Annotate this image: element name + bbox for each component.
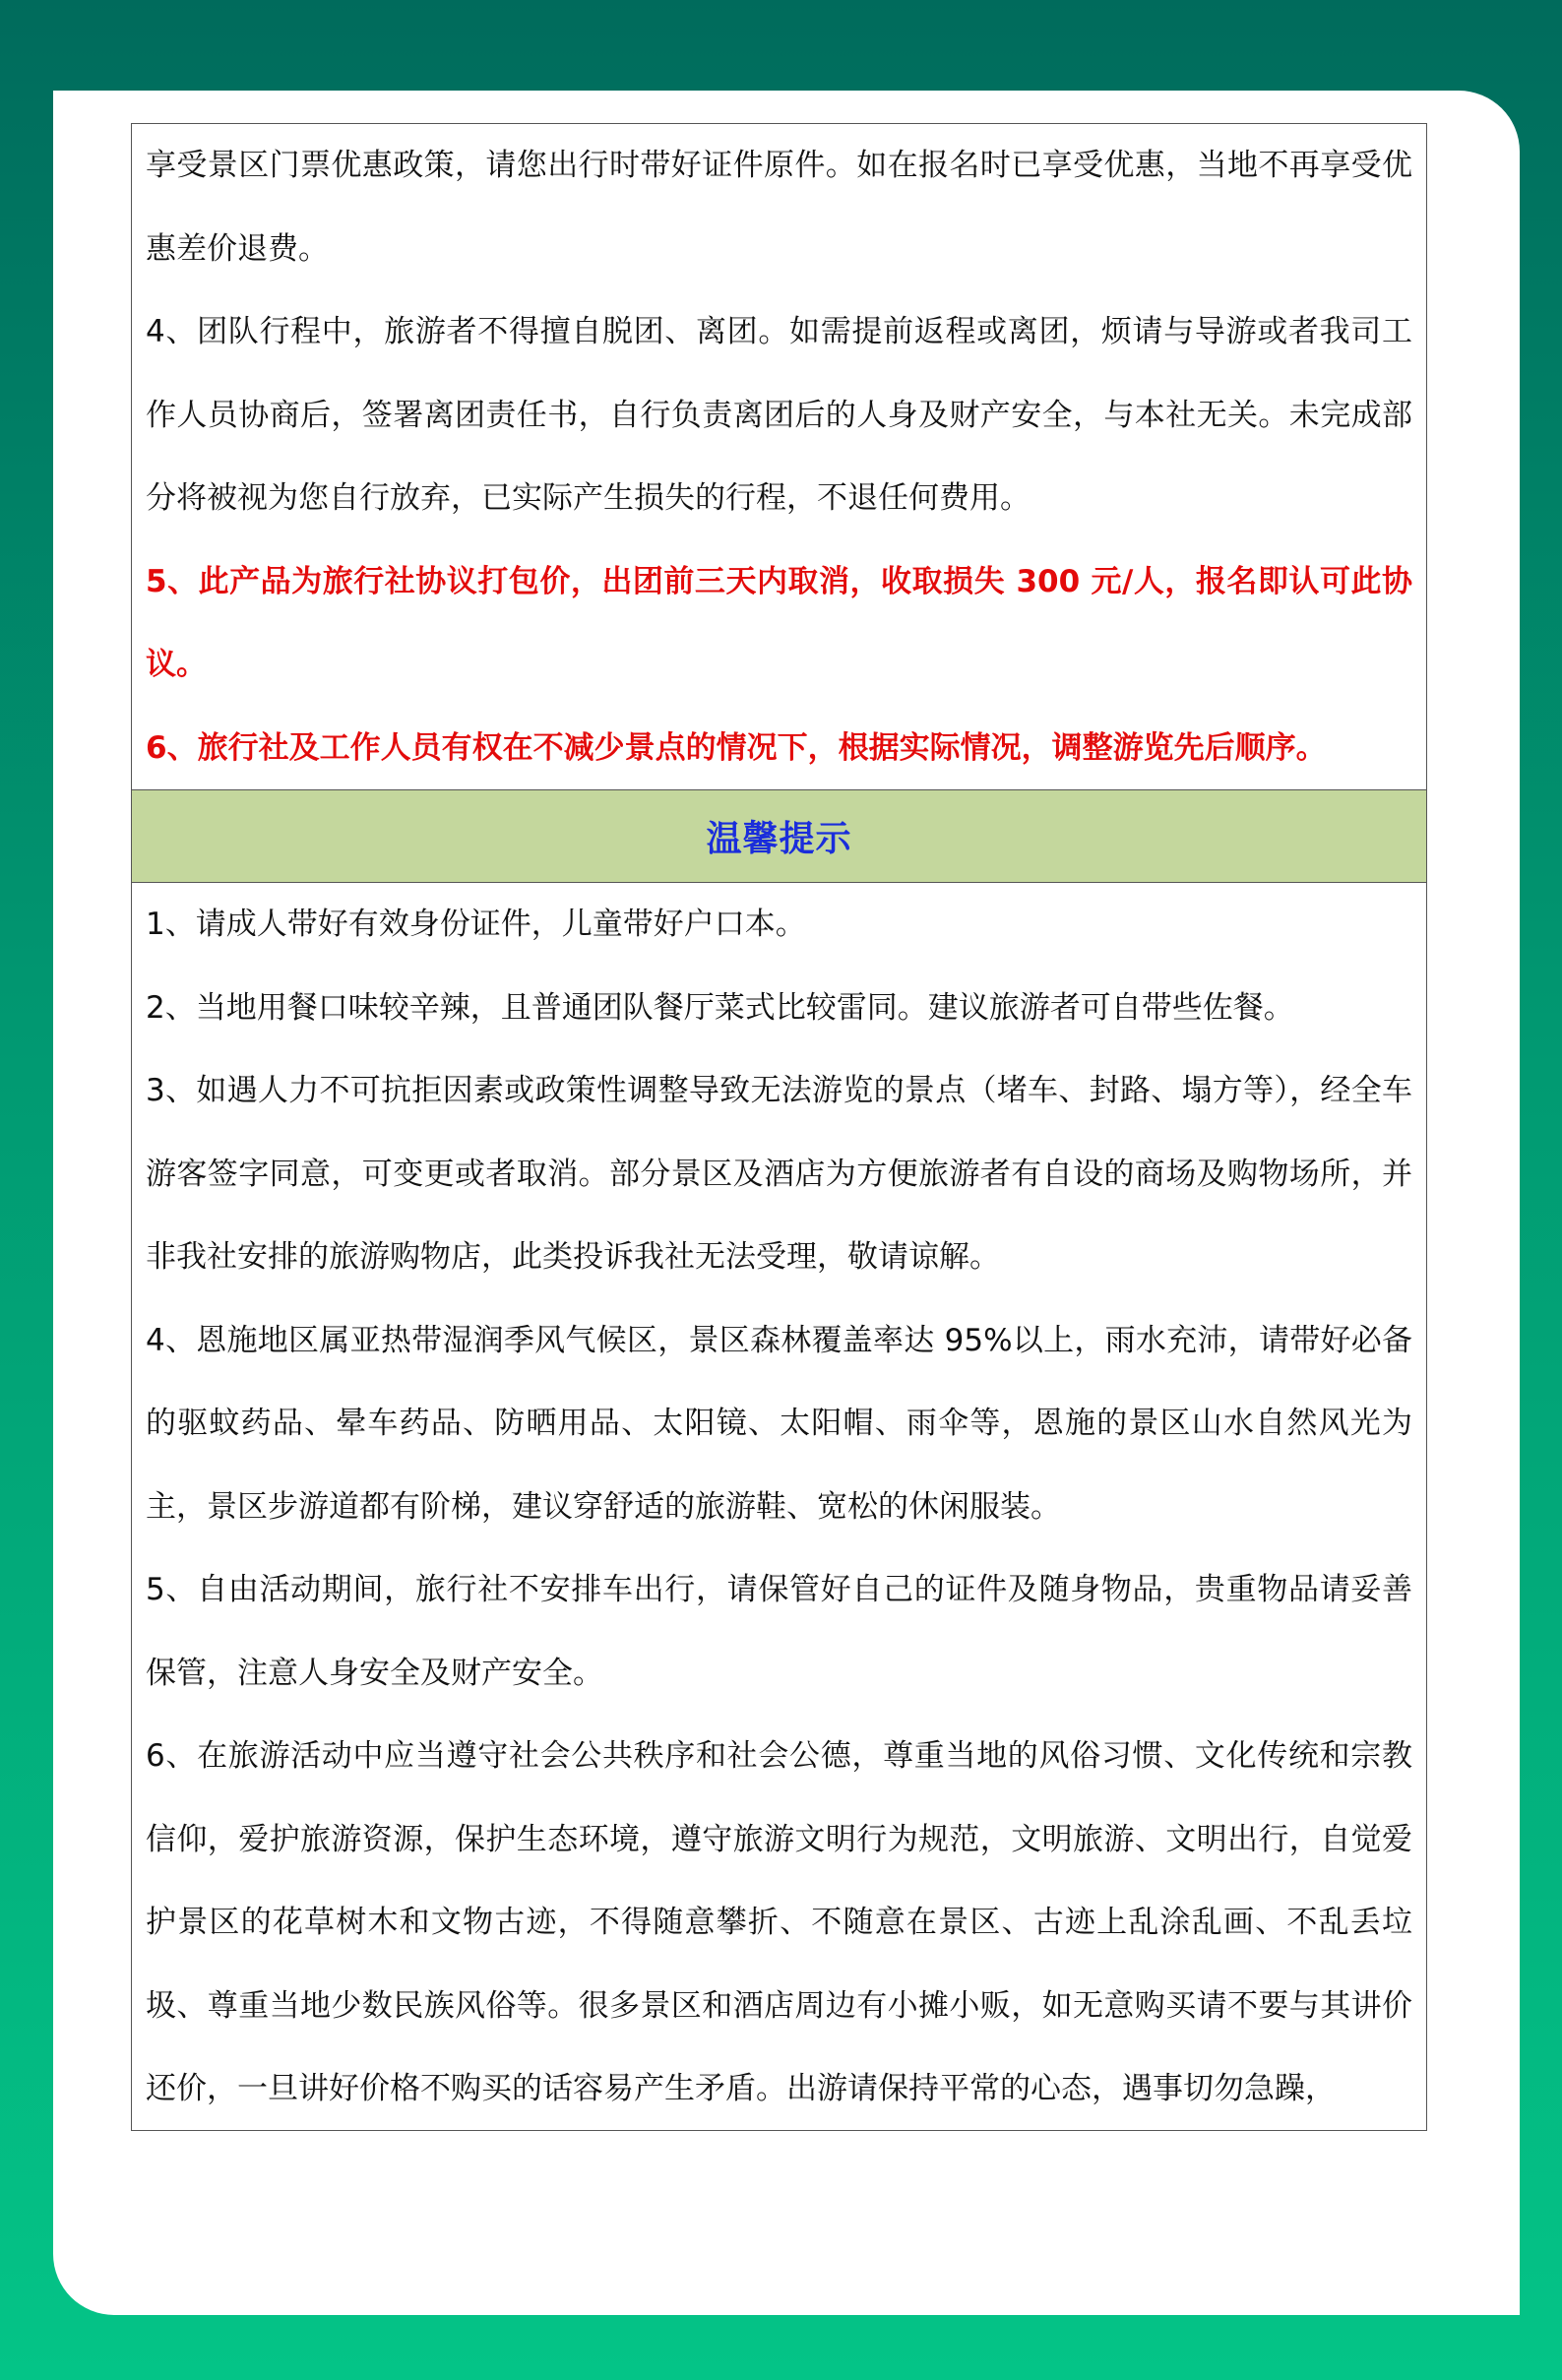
document-table (131, 123, 1427, 2131)
terms-paragraph-4-highlight: 6、旅行社及工作人员有权在不减少景点的情况下，根据实际情况，调整游览先后顺序。 (146, 729, 1327, 766)
terms-paragraph-2: 4、团队行程中，旅游者不得擅自脱团、离团。如需提前返程或离团，烦请与导游或者我司工作人员协商后，签署离团责任书，自行负责离团后的人身及财产安全，与本社无关。未完成部分将被视为您自行放弃，已实际产生损失的行程，不退任何费用。 (146, 314, 1412, 516)
terms-paragraph-3-highlight: 5、此产品为旅行社协议打包价，出团前三天内取消，收取损失 300 元/人，报名即认可此协议。 (146, 563, 1412, 682)
tips-section (132, 883, 1426, 2131)
tips-paragraph-6: 6、在旅游活动中应当遵守社会公共秩序和社会公德，尊重当地的风俗习惯、文化传统和宗教信仰，爱护旅游资源，保护生态环境，遵守旅游文明行为规范，文明旅游、文明出行，自觉爱护景区的花草树木和文物古迹，不得随意攀折、不随意在景区、古迹上乱涂乱画、不乱丢垃圾、尊重当地少数民族风俗等。很多景区和酒店周边有小摊小贩，如无意购买请不要与其讲价还价，一旦讲好价格不购买的话容易产生矛盾。出游请保持平常的心态，遇事切勿急躁， (146, 1738, 1412, 2106)
tips-paragraph-4: 4、恩施地区属亚热带湿润季风气候区，景区森林覆盖率达 95%以上，雨水充沛，请带好必备的驱蚊药品、晕车药品、防晒用品、太阳镜、太阳帽、雨伞等，恩施的景区山水自然风光为主，景区步游道都有阶梯，建议穿舒适的旅游鞋、宽松的休闲服装。 (146, 1322, 1412, 1525)
tips-paragraph-5: 5、自由活动期间，旅行社不安排车出行，请保管好自己的证件及随身物品，贵重物品请妥善保管，注意人身安全及财产安全。 (146, 1572, 1412, 1691)
tips-paragraph-1: 1、请成人带好有效身份证件，儿童带好户口本。 (146, 907, 806, 942)
tips-paragraph-3: 3、如遇人力不可抗拒因素或政策性调整导致无法游览的景点（堵车、封路、塌方等），经全车游客签字同意，可变更或者取消。部分景区及酒店为方便旅游者有自设的商场及购物场所，并非我社安排的旅游购物店，此类投诉我社无法受理，敬请谅解。 (146, 1073, 1412, 1275)
tips-paragraph-2: 2、当地用餐口味较辛辣，且普通团队餐厅菜式比较雷同。建议旅游者可自带些佐餐。 (146, 989, 1294, 1026)
terms-paragraph-1: 享受景区门票优惠政策，请您出行时带好证件原件。如在报名时已享受优惠，当地不再享受优惠差价退费。 (146, 148, 1412, 267)
tips-section-title: 温馨提示 (706, 819, 852, 859)
tips-section-header (132, 789, 1426, 883)
terms-section (132, 124, 1426, 789)
